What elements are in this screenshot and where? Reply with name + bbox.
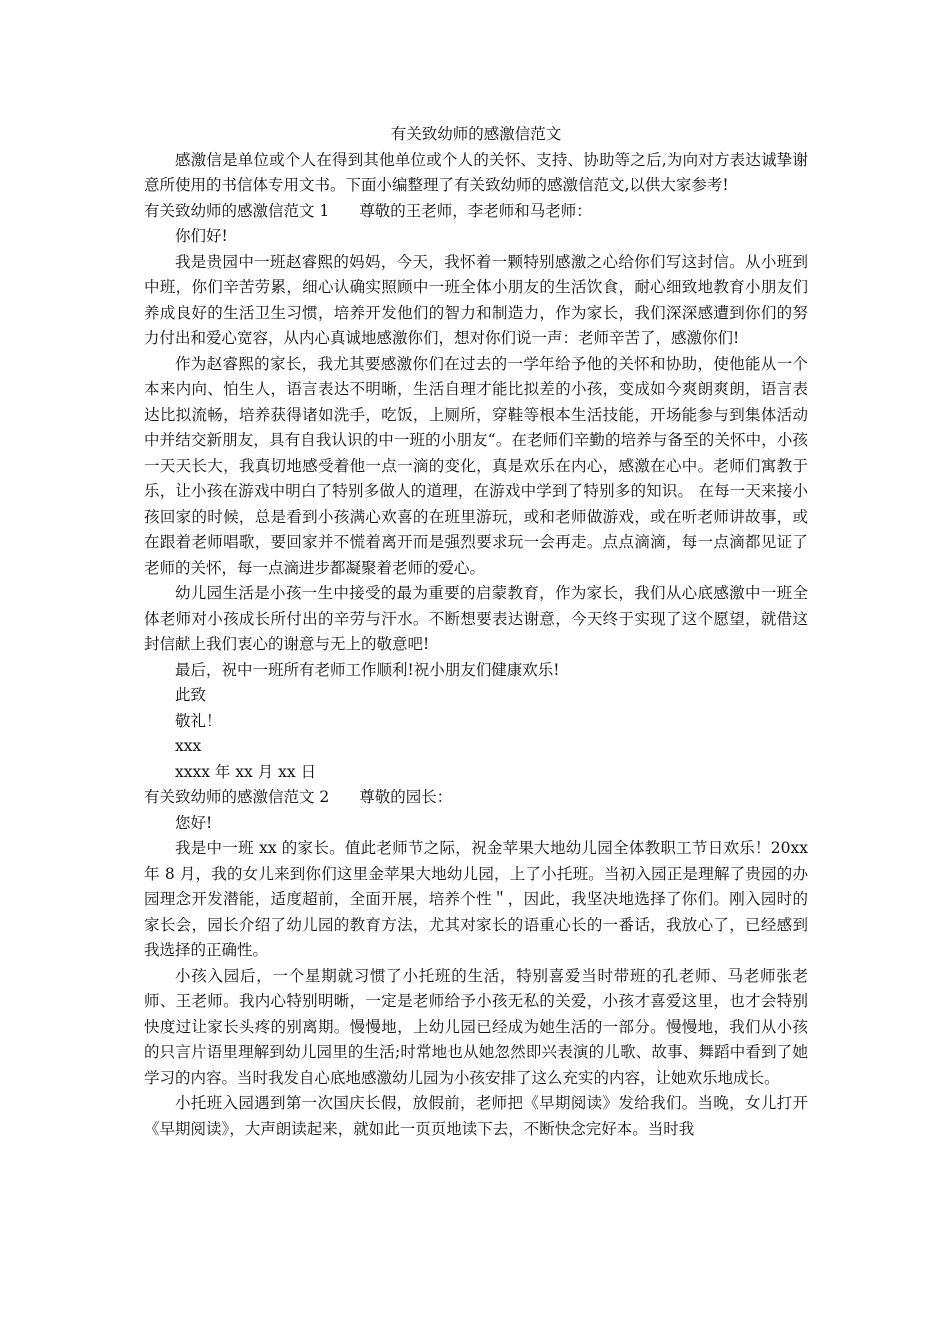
letter-1-salutation: 尊敬的王老师，李老师和马老师： <box>359 201 592 220</box>
letter-2-heading-line <box>144 785 808 811</box>
letter-1-paragraph: 幼儿园生活是小孩一生中接受的最为重要的启蒙教育，作为家长，我们从心底感激中一班全体老师对小孩成长所付出的辛劳与汗水。不断想要表达谢意，今天终于实现了这个愿望，就借这封信献上我们衷心的谢意与无上的敬意吧! <box>144 584 808 653</box>
letter-2-paragraph: 小孩入园后，一个星期就习惯了小托班的生活，特别喜爱当时带班的孔老师、马老师张老师、王老师。我内心特别明晰，一定是老师给予小孩无私的关爱，小孩才喜爱这里，也才会特别快度过让家长头疼的别离期。慢慢地，上幼儿园已经成为她生活的一部分。慢慢地，我们从小孩的只言片语里理解到幼儿园里的生活;时常地也从她忽然即兴表演的儿歌、故事、舞蹈中看到了她学习的内容。当时我发自心底地感激幼儿园为小孩安排了这么充实的内容，让她欢乐地成长。 <box>144 966 808 1087</box>
letter-1-closing-2: 敬礼！ <box>175 711 222 730</box>
letter-2-greeting: 您好! <box>175 813 213 832</box>
letter-2-salutation: 尊敬的园长： <box>359 788 453 806</box>
letter-1-closing-1: 此致 <box>175 686 207 704</box>
letter-2-heading: 有关致幼师的感激信范文 2 <box>144 788 330 806</box>
document-title: 有关致幼师的感激信范文 <box>390 125 562 143</box>
letter-2-paragraph: 我是中一班 xx 的家长。值此老师节之际，祝金苹果大地幼儿园全体教职工节日欢乐！20xx 年 8 月，我的女儿来到你们这里金苹果大地幼儿园，上了小托班。当初入园正是理解了贵园的办园理念开发潜能，适度超前，全面开展，培养个性＂，因此，我坚决地选择了你们。刚入园时的家长会，园长介绍了幼儿园的教育方法，尤其对家长的语重心长的一番话，我放心了，已经感到我选择的正确性。 <box>144 839 808 959</box>
letter-1-date: xxxx 年 xx 月 xx 日 <box>175 762 317 781</box>
intro-paragraph: 感激信是单位或个人在得到其他单位或个人的关怀、支持、协助等之后,为向对方表达诚挚谢意所使用的书信体专用文书。下面小编整理了有关致幼师的感激信范文,以供大家参考! <box>144 150 808 194</box>
letter-2-paragraph: 小托班入园遇到第一次国庆长假，放假前，老师把《早期阅读》发给我们。当晚，女儿打开《早期阅读》，大声朗读起来，就如此一页页地读下去，不断快念完好本。当时我 <box>144 1094 808 1138</box>
letter-1-greeting: 你们好! <box>175 227 228 245</box>
letter-1 <box>144 199 808 786</box>
letter-2 <box>144 785 808 1142</box>
letter-1-heading: 有关致幼师的感激信范文 1 <box>144 201 330 220</box>
letter-1-paragraph: 作为赵睿熙的家长，我尤其要感激你们在过去的一学年给予他的关怀和协助，使他能从一个本来内向、怕生人，语言表达不明晰，生活自理才能比拟差的小孩，变成如今爽朗爽朗，语言表达比拟流畅，培养获得诸如洗手，吃饭，上厕所，穿鞋等根本生活技能，开场能参与到集体活动中并结交新朋友，具有自我认识的中一班的小朋友“。在老师们辛勤的培养与备至的关怀中，小孩一天天长大，我真切地感受着他一点一滴的变化，真是欢乐在内心，感激在心中。老师们寓教于乐，让小孩在游戏中明白了特别多做人的道理，在游戏中学到了特别多的知识。 在每一天来接小孩回家的时候，总是看到小孩满心欢喜的在班里游玩，或和老师做游戏，或在听老师讲故事，或在跟着老师唱歌，要回家并不慌着离开而是强烈要求玩一会再走。点点滴滴，每一点滴都见证了老师的关怀，每一点滴进步都凝聚着老师的爱心。 <box>144 354 808 577</box>
letter-1-signature: xxx <box>175 737 202 755</box>
letter-1-paragraph: 最后，祝中一班所有老师工作顺利!祝小朋友们健康欢乐! <box>175 660 560 679</box>
document-page <box>144 122 808 1142</box>
letter-1-paragraph: 我是贵园中一班赵睿熙的妈妈，今天，我怀着一颗特别感激之心给你们写这封信。从小班到中班，你们辛苦劳累，细心认确实照顾中一班全体小朋友的生活饮食，耐心细致地教育小朋友们养成良好的生活卫生习惯，培养开发他们的智力和制造力，作为家长，我们深深感遭到你们的努力付出和爱心宽容，从内心真诚地感激你们，想对你们说一声：老师辛苦了，感激你们! <box>144 252 808 347</box>
letter-1-heading-line <box>144 199 808 225</box>
